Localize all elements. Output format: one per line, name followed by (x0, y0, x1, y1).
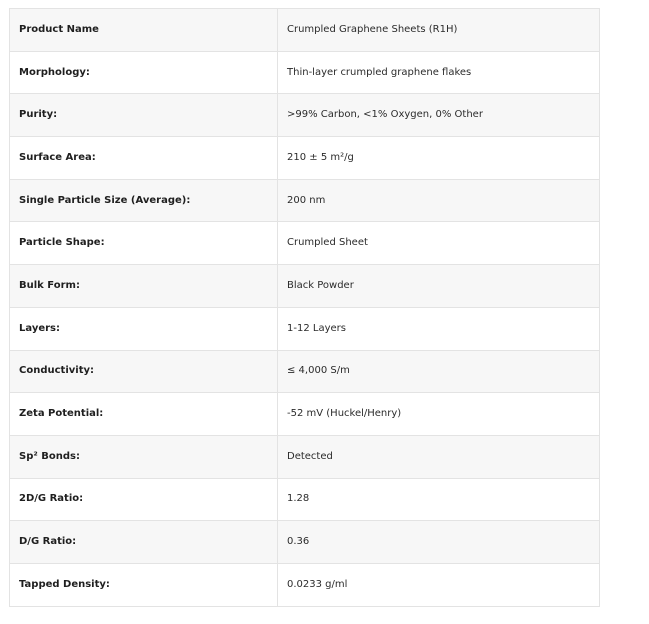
table-row (10, 307, 600, 350)
row-label-conductivity: Conductivity: (10, 350, 278, 393)
table-row (10, 222, 600, 265)
spec-table (9, 8, 600, 607)
row-value-2d-g-ratio: 1.28 (278, 478, 600, 521)
table-row (10, 478, 600, 521)
row-value-layers: 1-12 Layers (278, 307, 600, 350)
row-value-surface-area: 210 ± 5 m²/g (278, 137, 600, 180)
table-row (10, 179, 600, 222)
row-value-particle-shape: Crumpled Sheet (278, 222, 600, 265)
row-value-morphology: Thin-layer crumpled graphene flakes (278, 51, 600, 94)
table-row (10, 265, 600, 308)
row-value-bulk-form: Black Powder (278, 265, 600, 308)
row-label-particle-shape: Particle Shape: (10, 222, 278, 265)
row-label-layers: Layers: (10, 307, 278, 350)
row-label-bulk-form: Bulk Form: (10, 265, 278, 308)
table-row (10, 563, 600, 606)
row-label-2d-g-ratio: 2D/G Ratio: (10, 478, 278, 521)
table-row (10, 9, 600, 52)
row-label-particle-size: Single Particle Size (Average): (10, 179, 278, 222)
row-label-morphology: Morphology: (10, 51, 278, 94)
table-row (10, 51, 600, 94)
row-label-tapped-density: Tapped Density: (10, 563, 278, 606)
row-value-d-g-ratio: 0.36 (278, 521, 600, 564)
row-label-purity: Purity: (10, 94, 278, 137)
spec-table-body (10, 9, 600, 607)
table-row (10, 435, 600, 478)
row-value-tapped-density: 0.0233 g/ml (278, 563, 600, 606)
table-row (10, 393, 600, 436)
table-row (10, 137, 600, 180)
row-label-sp2-bonds: Sp² Bonds: (10, 435, 278, 478)
row-label-surface-area: Surface Area: (10, 137, 278, 180)
row-value-sp2-bonds: Detected (278, 435, 600, 478)
row-value-purity: >99% Carbon, <1% Oxygen, 0% Other (278, 94, 600, 137)
table-row (10, 350, 600, 393)
row-value-particle-size: 200 nm (278, 179, 600, 222)
row-value-conductivity: ≤ 4,000 S/m (278, 350, 600, 393)
row-value-product-name: Crumpled Graphene Sheets (R1H) (278, 9, 600, 52)
row-label-d-g-ratio: D/G Ratio: (10, 521, 278, 564)
row-label-zeta-potential: Zeta Potential: (10, 393, 278, 436)
row-label-product-name: Product Name (10, 9, 278, 52)
table-row (10, 521, 600, 564)
row-value-zeta-potential: -52 mV (Huckel/Henry) (278, 393, 600, 436)
table-row (10, 94, 600, 137)
